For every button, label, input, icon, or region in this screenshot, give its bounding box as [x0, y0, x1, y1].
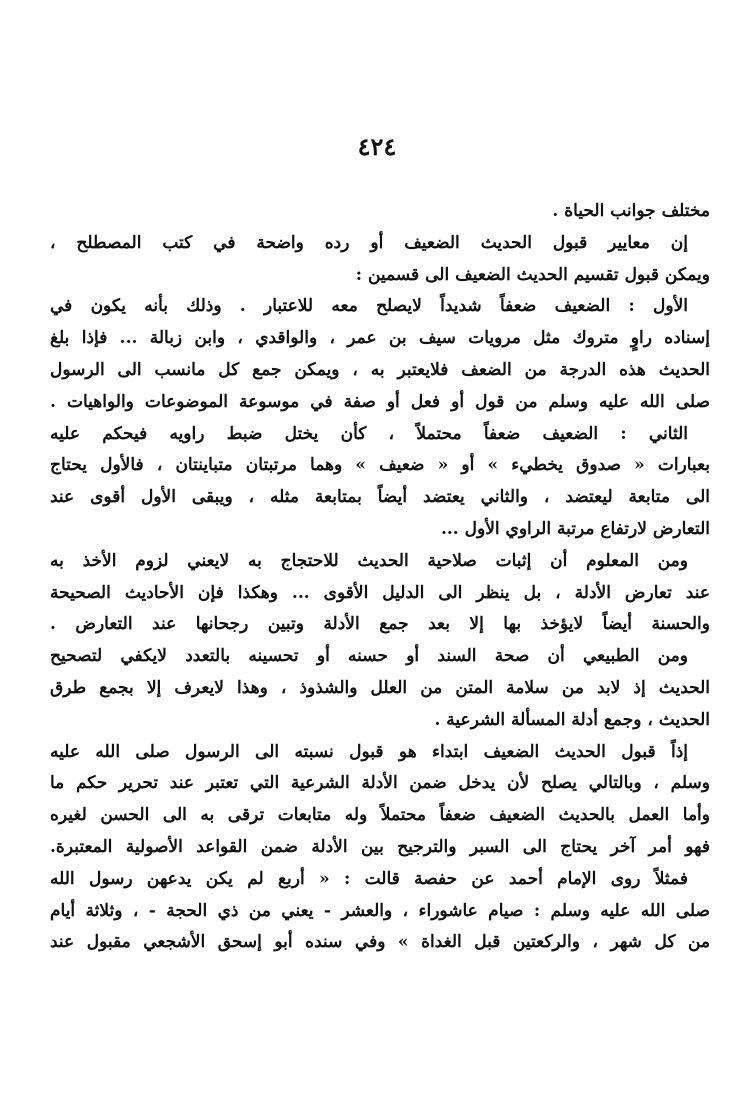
text-line: عند تعارض الأدلة ، بل ينظر الى الدليل الأقوى ... وهكذا فإن الأحاديث الصحيحة [50, 582, 710, 603]
text-line: إذاً قبول الحديث الضعيف ابتداء هو قبول نسبته الى الرسول صلى الله عليه [50, 741, 688, 762]
text-line: الثاني : الضعيف ضعفاً محتملاً ، كأن يختل ضبط راويه فيحكم عليه [50, 423, 688, 444]
text-line: الى متابعة ليعتضد ، والثاني يعتضد أيضاً بمتابعة مثله ، ويبقى الأول أقوى عند [50, 487, 710, 508]
text-line: فمثلاً روى الإمام أحمد عن حفصة قالت : « أربع لم يكن يدعهن رسول الله [50, 868, 688, 889]
text-line: بعبارات « صدوق يخطيء » أو « ضعيف » وهما مرتبتان متباينتان ، فالأول يحتاج [50, 455, 710, 476]
text-line: ويمكن قبول تقسيم الحديث الضعيف الى قسمين : [355, 264, 710, 285]
page-number: ٤٢٤ [357, 132, 397, 161]
text-line: من كل شهر ، والركعتين قبل الغداة » وفي سنده أبو إسحق الأشجعي مقبول عند [50, 932, 710, 953]
text-line: وسلم ، وبالتالي يصلح لأن يدخل ضمن الأدلة الشرعية التي تعتبر عند تحرير حكم ما [50, 773, 710, 794]
text-line: ومن المعلوم أن إثبات صلاحية الحديث للاحتجاج به لايعني لزوم الأخذ به [50, 550, 688, 571]
text-line: الحديث ، وجمع أدلة المسألة الشرعية . [434, 709, 710, 730]
text-line: إسناده راوٍ متروك مثل مرويات سيف بن عمر ، والواقدي ، وابن زبالة ... فإذا بلغ [50, 328, 710, 349]
text-line: صلى الله عليه وسلم : صيام عاشوراء ، والعشر - يعني من ذي الحجة - ، وثلاثة أيام [50, 900, 710, 921]
text-line: فهو أمر آخر يحتاج الى السبر والترجيح بين الأدلة ضمن القواعد الأصولية المعتبرة. [50, 836, 710, 857]
text-line: وأما العمل بالحديث الضعيف ضعفاً محتملاً وله متابعات ترقى به الى الحسن لغيره [50, 805, 710, 826]
text-line: الأول : الضعيف ضعفاً شديداً لايصلح معه للاعتبار . وذلك بأنه يكون في [50, 296, 688, 317]
text-line: والحسنة أيضاً لايؤخذ بها إلا بعد جمع الأدلة وتبين رجحانها عند التعارض . [50, 614, 710, 635]
text-line: مختلف جوانب الحياة . [552, 201, 710, 221]
page-text [50, 196, 710, 959]
text-line: ومن الطبيعي أن صحة السند أو حسنه أو تحسينه بالتعدد لايكفي لتصحيح [50, 646, 688, 667]
text-line: التعارض لارتفاع مرتبة الراوي الأول ... [440, 518, 710, 539]
text-line: صلى الله عليه وسلم من قول أو فعل أو صفة في موسوعة الموضوعات والواهيات . [50, 391, 710, 412]
text-line: الحديث هذه الدرجة من الضعف فلايعتبر به ، ويمكن جمع كل مانسب الى الرسول [50, 359, 710, 380]
text-line: الحديث إذ لابد من سلامة المتن من العلل والشذوذ ، وهذا لايعرف إلا بجمع طرق [50, 677, 710, 698]
text-line: إن معايير قبول الحديث الضعيف أو رده واضحة في كتب المصطلح ، [50, 232, 688, 253]
